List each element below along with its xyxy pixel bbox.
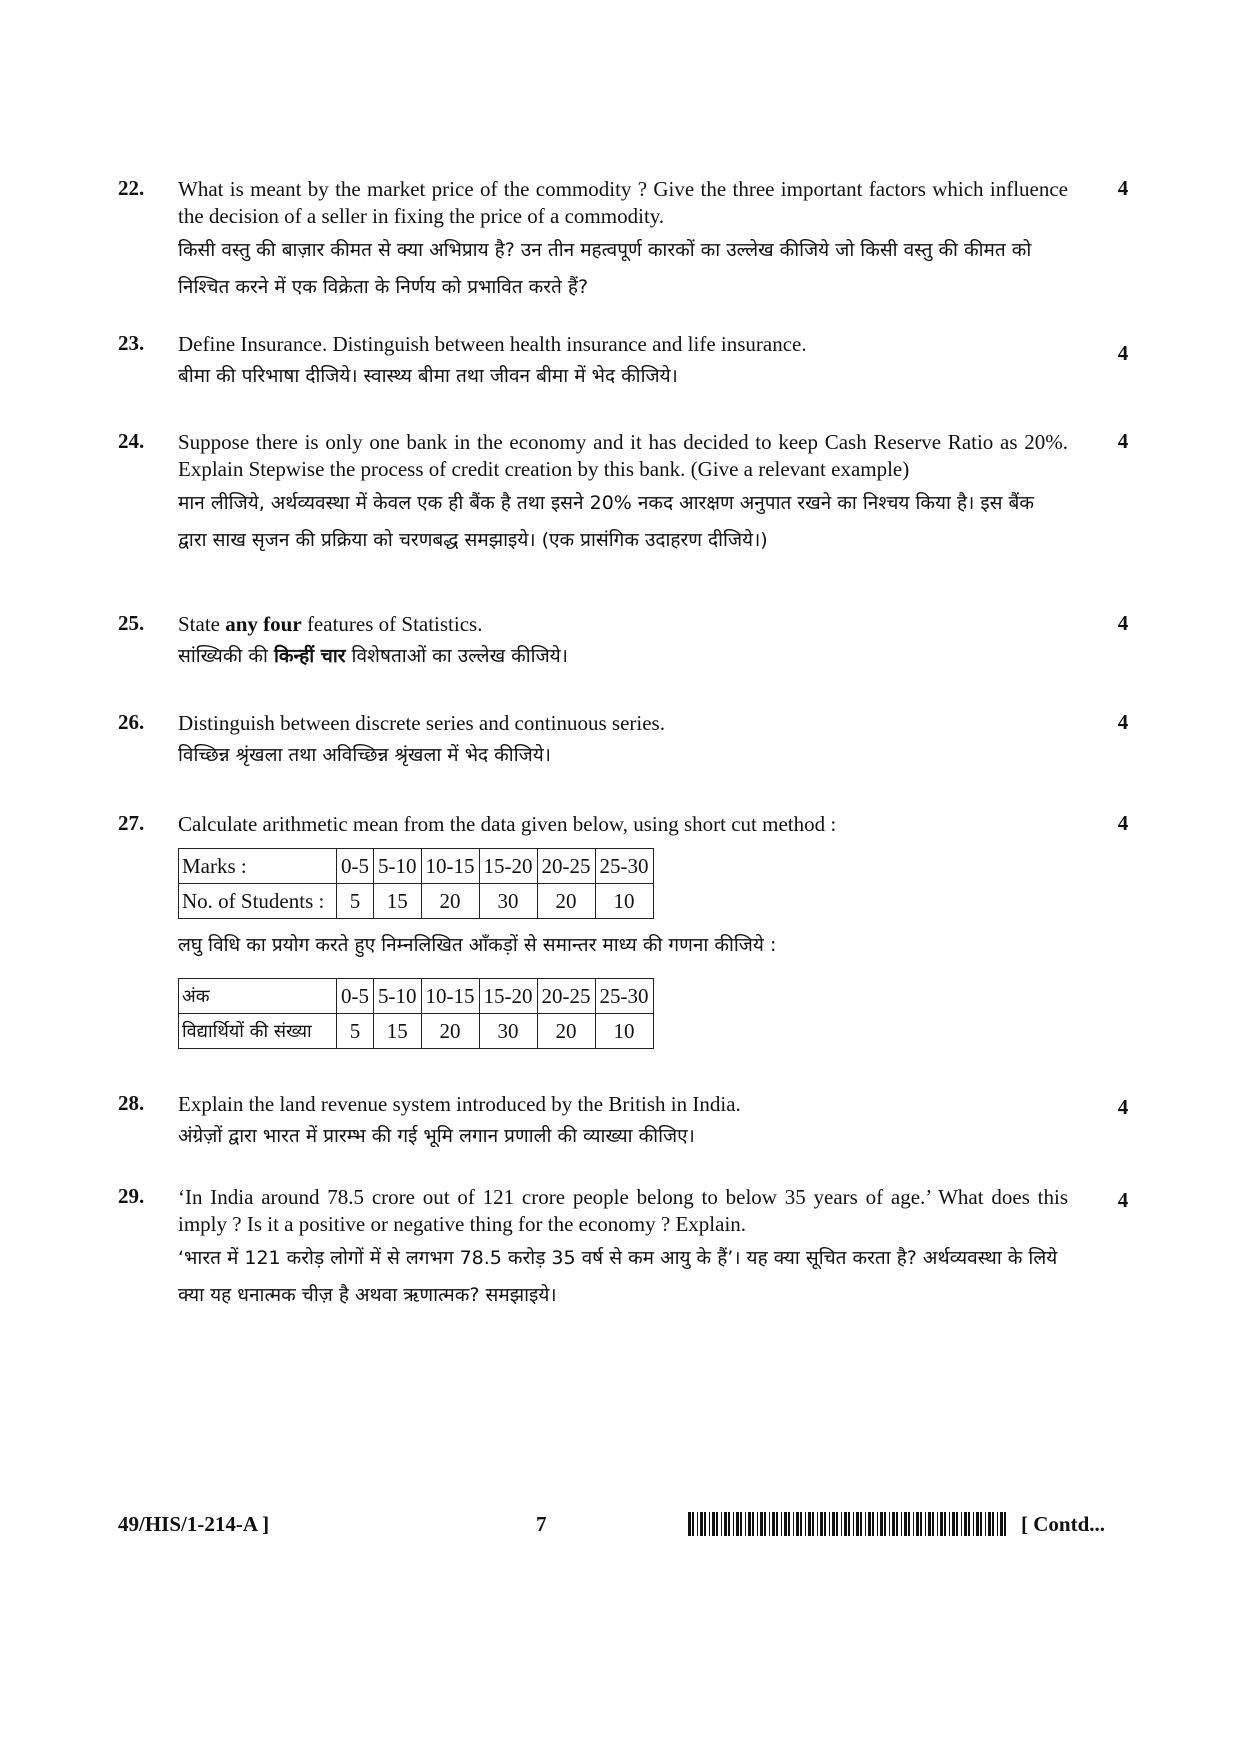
bold-text: किन्हीं चार [273,645,346,667]
table-row [179,979,654,1014]
table-cell: 25-30 [595,849,653,884]
table-cell: 30 [479,1014,537,1049]
text-segment: विशेषताओं का उल्लेख कीजिये। [345,645,568,667]
bold-text: any four [225,612,302,636]
marks: 4 [1117,1188,1129,1212]
paper-code: 49/HIS/1-214-A ] [118,1512,270,1536]
question-text-hi: विच्छिन्न श्रृंखला तथा अविच्छिन्न श्रृंखला में भेद कीजिये। [178,744,551,766]
table-cell: 20 [537,884,595,919]
table-cell: 15 [374,884,422,919]
table-cell: 20 [421,1014,479,1049]
question-number: 24. [118,429,145,453]
question-text-en: What is meant by the market price of the commodity ? Give the three important factors which influence the decision of a seller in fixing the price of a commodity. [178,177,1068,228]
question-text-hi: मान लीजिये, अर्थव्यवस्था में केवल एक ही बैंक है तथा इसने 20% नकद आरक्षण अनुपात रखने का निश्चय किया है। इस बैंक द्वारा साख सृजन की प्रक्रिया को चरणबद्ध समझाइये। (एक प्रासंगिक उदाहरण दीजिये।) [178,492,1034,551]
table-row [179,884,654,919]
question-text-hi: बीमा की परिभाषा दीजिये। स्वास्थ्य बीमा तथा जीवन बीमा में भेद कीजिये। [178,365,678,387]
question-number: 27. [118,811,145,835]
question-text-en [178,611,1068,638]
text-segment: सांख्यिकी की [178,645,274,667]
table-cell: 15-20 [479,979,537,1014]
table-cell: 30 [479,884,537,919]
page-footer [0,1512,1240,1552]
question-number: 28. [118,1091,145,1115]
data-table-hindi [178,978,654,1049]
row-label: No. of Students : [179,884,337,919]
row-label: अंक [179,979,337,1014]
row-label: Marks : [179,849,337,884]
table-cell: 20 [537,1014,595,1049]
table-row [179,1014,654,1049]
table-cell: 10 [595,1014,653,1049]
table-cell: 15-20 [479,849,537,884]
question-number: 22. [118,176,145,200]
question-text-en: ‘In India around 78.5 crore out of 121 crore people belong to below 35 years of age.’ What does this imply ? Is it a positive or negative thing for the economy ? Explain. [178,1185,1068,1236]
text-segment: State [178,612,226,636]
table-cell: 5 [337,884,374,919]
table-cell: 20 [421,884,479,919]
question-text-hi: अंग्रेज़ों द्वारा भारत में प्रारम्भ की गई भूमि लगान प्रणाली की व्याख्या कीजिए। [178,1125,695,1147]
question-text-en: Distinguish between discrete series and continuous series. [178,711,665,735]
table-cell: 5-10 [374,849,422,884]
table-cell: 10-15 [421,849,479,884]
table-cell: 0-5 [337,979,374,1014]
data-table-english [178,848,654,919]
question-text-en: Suppose there is only one bank in the economy and it has decided to keep Cash Reserve Ratio as 20%. Explain Stepwise the process of credit creation by this bank. (Give a relevant example) [178,430,1068,481]
question-text-hi: ‘भारत में 121 करोड़ लोगों में से लगभग 78.5 करोड़ 35 वर्ष से कम आयु के हैं’। यह क्या सूचित करता है? अर्थव्यवस्था के लिये क्या यह धनात्मक चीज़ है अथवा ऋणात्मक? समझाइये। [178,1247,1058,1306]
question-text-hi: लघु विधि का प्रयोग करते हुए निम्नलिखित आँकड़ों से समान्तर माध्य की गणना कीजिये : [178,934,777,956]
barcode [688,1512,1010,1536]
table-cell: 20-25 [537,849,595,884]
marks: 4 [1117,811,1129,835]
question-number: 26. [118,710,145,734]
marks: 4 [1117,611,1129,635]
question-number: 23. [118,331,145,355]
table-cell: 0-5 [337,849,374,884]
question-text-en: Define Insurance. Distinguish between health insurance and life insurance. [178,332,807,356]
marks: 4 [1117,176,1129,200]
text-segment: features of Statistics. [301,612,483,636]
table-cell: 20-25 [537,979,595,1014]
table-cell: 5 [337,1014,374,1049]
marks: 4 [1117,710,1129,734]
question-text-en: Calculate arithmetic mean from the data given below, using short cut method : [178,812,837,836]
page-number: 7 [536,1512,547,1536]
continued-label: [ Contd... [1021,1512,1106,1536]
table-cell: 5-10 [374,979,422,1014]
table-row [179,849,654,884]
marks: 4 [1117,1095,1129,1119]
marks: 4 [1117,429,1129,453]
row-label: विद्यार्थियों की संख्या [179,1014,337,1049]
table-cell: 25-30 [595,979,653,1014]
question-number: 29. [118,1184,145,1208]
table-cell: 10 [595,884,653,919]
question-text-hi: किसी वस्तु की बाज़ार कीमत से क्या अभिप्राय है? उन तीन महत्वपूर्ण कारकों का उल्लेख कीजिये जो किसी वस्तु की कीमत को निश्चित करने में एक विक्रेता के निर्णय को प्रभावित करते हैं? [178,239,1032,298]
table-cell: 15 [374,1014,422,1049]
table-cell: 10-15 [421,979,479,1014]
question-number: 25. [118,611,145,635]
question-text-hi [178,638,1068,675]
marks: 4 [1117,341,1129,365]
question-text-en: Explain the land revenue system introduced by the British in India. [178,1092,741,1116]
